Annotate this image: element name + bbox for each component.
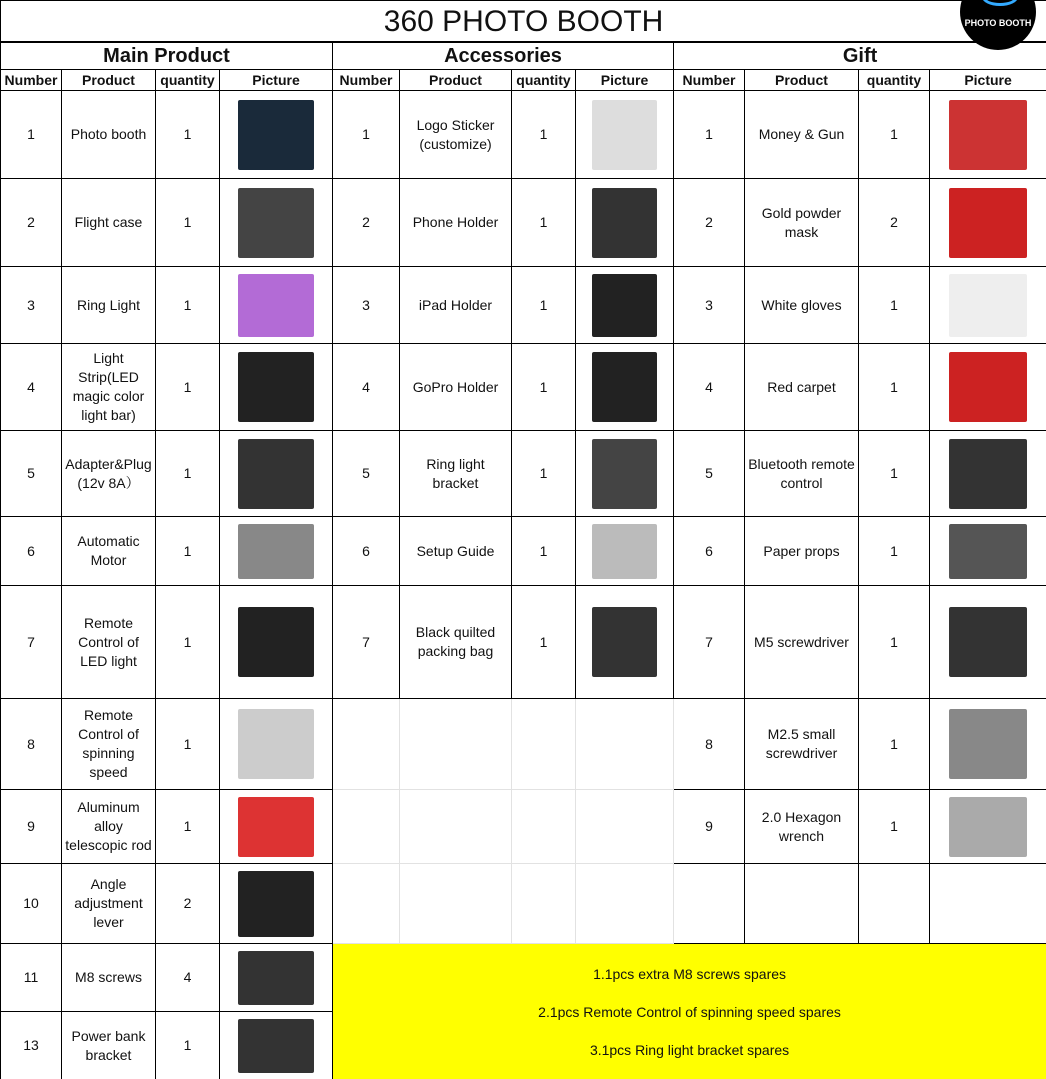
product-image [238,1019,314,1073]
empty-cell [512,790,576,864]
product-image [592,188,657,258]
main-number: 3 [1,267,62,344]
product-image [238,100,314,170]
product-image [238,797,314,857]
gift-product: Gold powder mask [745,179,859,267]
main-picture [220,1012,333,1079]
gift-number: 1 [674,91,745,179]
gift-quantity: 1 [859,431,930,517]
gift-quantity: 2 [859,179,930,267]
column-header-quantity: quantity [859,70,930,91]
product-image [238,607,314,677]
accessory-product: Phone Holder [400,179,512,267]
table-row [1,344,1046,431]
gift-quantity: 1 [859,586,930,699]
main-number: 4 [1,344,62,431]
column-header-picture: Picture [930,70,1046,91]
gift-number: 6 [674,517,745,586]
main-quantity: 1 [156,267,220,344]
main-number: 8 [1,699,62,790]
logo-ring-icon [982,0,1018,6]
main-quantity: 1 [156,431,220,517]
table-row [1,91,1046,179]
product-image [238,188,314,258]
main-quantity: 1 [156,179,220,267]
product-image [592,439,657,509]
main-quantity: 1 [156,586,220,699]
table-row [1,586,1046,699]
column-header-product: Product [62,70,156,91]
column-header-product: Product [400,70,512,91]
main-picture [220,267,333,344]
accessory-number: 3 [333,267,400,344]
gift-product: 2.0 Hexagon wrench [745,790,859,864]
main-product: Ring Light [62,267,156,344]
accessory-number: 4 [333,344,400,431]
column-header-product: Product [745,70,859,91]
empty-cell [745,864,859,944]
accessory-quantity: 1 [512,179,576,267]
gift-product: White gloves [745,267,859,344]
accessory-picture [576,517,674,586]
main-product: M8 screws [62,944,156,1012]
main-number: 10 [1,864,62,944]
accessory-picture [576,91,674,179]
gift-product: M2.5 small screwdriver [745,699,859,790]
gift-number: 8 [674,699,745,790]
main-picture [220,944,333,1012]
accessory-picture [576,179,674,267]
accessory-picture [576,344,674,431]
accessory-picture [576,431,674,517]
spares-note [333,944,1046,1079]
gift-picture [930,179,1046,267]
empty-cell [333,699,400,790]
accessory-product: iPad Holder [400,267,512,344]
accessory-product: Setup Guide [400,517,512,586]
gift-picture [930,267,1046,344]
gift-quantity: 1 [859,344,930,431]
section-gift: Gift [674,42,1046,70]
gift-product: Bluetooth remote control [745,431,859,517]
main-picture [220,179,333,267]
table-row [1,517,1046,586]
column-header-quantity: quantity [156,70,220,91]
section-accessories: Accessories [333,42,674,70]
gift-quantity: 1 [859,267,930,344]
column-header-number: Number [333,70,400,91]
product-image [949,100,1027,170]
gift-product: Red carpet [745,344,859,431]
accessory-picture [576,267,674,344]
empty-cell [576,790,674,864]
main-quantity: 4 [156,944,220,1012]
main-picture [220,586,333,699]
spare-item: 1.1pcs extra M8 screws spares [593,965,787,982]
empty-cell [674,864,745,944]
accessory-quantity: 1 [512,344,576,431]
gift-picture [930,699,1046,790]
logo-text: PHOTO BOOTH [964,18,1032,28]
accessory-product: Black quilted packing bag [400,586,512,699]
page-title: 360 PHOTO BOOTH [1,1,1046,43]
gift-quantity: 1 [859,699,930,790]
product-image [949,524,1027,579]
product-image [592,100,657,170]
gift-picture [930,517,1046,586]
gift-picture [930,91,1046,179]
empty-cell [512,864,576,944]
gift-number: 9 [674,790,745,864]
accessory-number: 6 [333,517,400,586]
main-product: Angle adjustment lever [62,864,156,944]
empty-cell [930,864,1046,944]
gift-product: Money & Gun [745,91,859,179]
column-header-quantity: quantity [512,70,576,91]
main-picture [220,344,333,431]
accessory-quantity: 1 [512,267,576,344]
product-image [238,274,314,337]
product-image [949,797,1027,857]
main-quantity: 1 [156,1012,220,1079]
main-quantity: 1 [156,699,220,790]
gift-picture [930,790,1046,864]
accessory-quantity: 1 [512,431,576,517]
main-picture [220,864,333,944]
gift-quantity: 1 [859,91,930,179]
product-image [238,871,314,937]
table-row [1,864,1046,944]
empty-cell [333,790,400,864]
empty-cell [400,864,512,944]
product-image [949,274,1027,337]
product-image [592,274,657,337]
product-image [949,709,1027,779]
main-product: Adapter&Plug (12v 8A） [62,431,156,517]
main-product: Power bank bracket [62,1012,156,1079]
spare-item: 2.1pcs Remote Control of spinning speed spares [538,1003,841,1020]
gift-number: 3 [674,267,745,344]
main-number: 9 [1,790,62,864]
accessory-number: 1 [333,91,400,179]
accessory-product: GoPro Holder [400,344,512,431]
accessory-number: 5 [333,431,400,517]
main-quantity: 1 [156,91,220,179]
column-header-picture: Picture [220,70,333,91]
empty-cell [576,699,674,790]
main-product: Flight case [62,179,156,267]
product-image [238,709,314,779]
main-picture [220,91,333,179]
accessory-number: 7 [333,586,400,699]
main-picture [220,431,333,517]
empty-cell [333,864,400,944]
gift-picture [930,586,1046,699]
main-number: 1 [1,91,62,179]
gift-quantity: 1 [859,517,930,586]
gift-product: M5 screwdriver [745,586,859,699]
main-quantity: 1 [156,517,220,586]
empty-cell [512,699,576,790]
gift-quantity: 1 [859,790,930,864]
accessory-picture [576,586,674,699]
product-image [592,607,657,677]
accessory-quantity: 1 [512,517,576,586]
gift-number: 4 [674,344,745,431]
empty-cell [576,864,674,944]
column-header-number: Number [1,70,62,91]
main-quantity: 1 [156,790,220,864]
table-row [1,267,1046,344]
main-product: Photo booth [62,91,156,179]
accessory-quantity: 1 [512,586,576,699]
gift-picture [930,431,1046,517]
accessory-number: 2 [333,179,400,267]
main-product: Automatic Motor [62,517,156,586]
main-number: 7 [1,586,62,699]
product-image [949,188,1027,258]
table-row [1,944,1046,1012]
empty-cell [400,790,512,864]
gift-number: 2 [674,179,745,267]
product-image [949,352,1027,422]
product-image [592,524,657,579]
table-row [1,790,1046,864]
accessory-product: Ring light bracket [400,431,512,517]
product-image [949,439,1027,509]
table-row [1,179,1046,267]
empty-cell [400,699,512,790]
main-number: 2 [1,179,62,267]
accessory-quantity: 1 [512,91,576,179]
main-product: Aluminum alloy telescopic rod [62,790,156,864]
main-quantity: 2 [156,864,220,944]
main-number: 5 [1,431,62,517]
product-image [592,352,657,422]
gift-product: Paper props [745,517,859,586]
product-image [238,524,314,579]
accessory-product: Logo Sticker (customize) [400,91,512,179]
column-header-number: Number [674,70,745,91]
main-number: 6 [1,517,62,586]
product-image [238,439,314,509]
main-quantity: 1 [156,344,220,431]
main-product: Remote Control of spinning speed [62,699,156,790]
column-header-picture: Picture [576,70,674,91]
main-picture [220,699,333,790]
gift-picture [930,344,1046,431]
main-number: 13 [1,1012,62,1079]
main-picture [220,790,333,864]
main-number: 11 [1,944,62,1012]
main-picture [220,517,333,586]
spare-item: 3.1pcs Ring light bracket spares [589,1041,790,1058]
gift-number: 5 [674,431,745,517]
gift-number: 7 [674,586,745,699]
main-product: Light Strip(LED magic color light bar) [62,344,156,431]
table-row [1,699,1046,790]
product-image [238,951,314,1005]
section-main-product: Main Product [1,42,333,70]
product-image [238,352,314,422]
table-row [1,431,1046,517]
empty-cell [859,864,930,944]
main-product: Remote Control of LED light [62,586,156,699]
product-image [949,607,1027,677]
